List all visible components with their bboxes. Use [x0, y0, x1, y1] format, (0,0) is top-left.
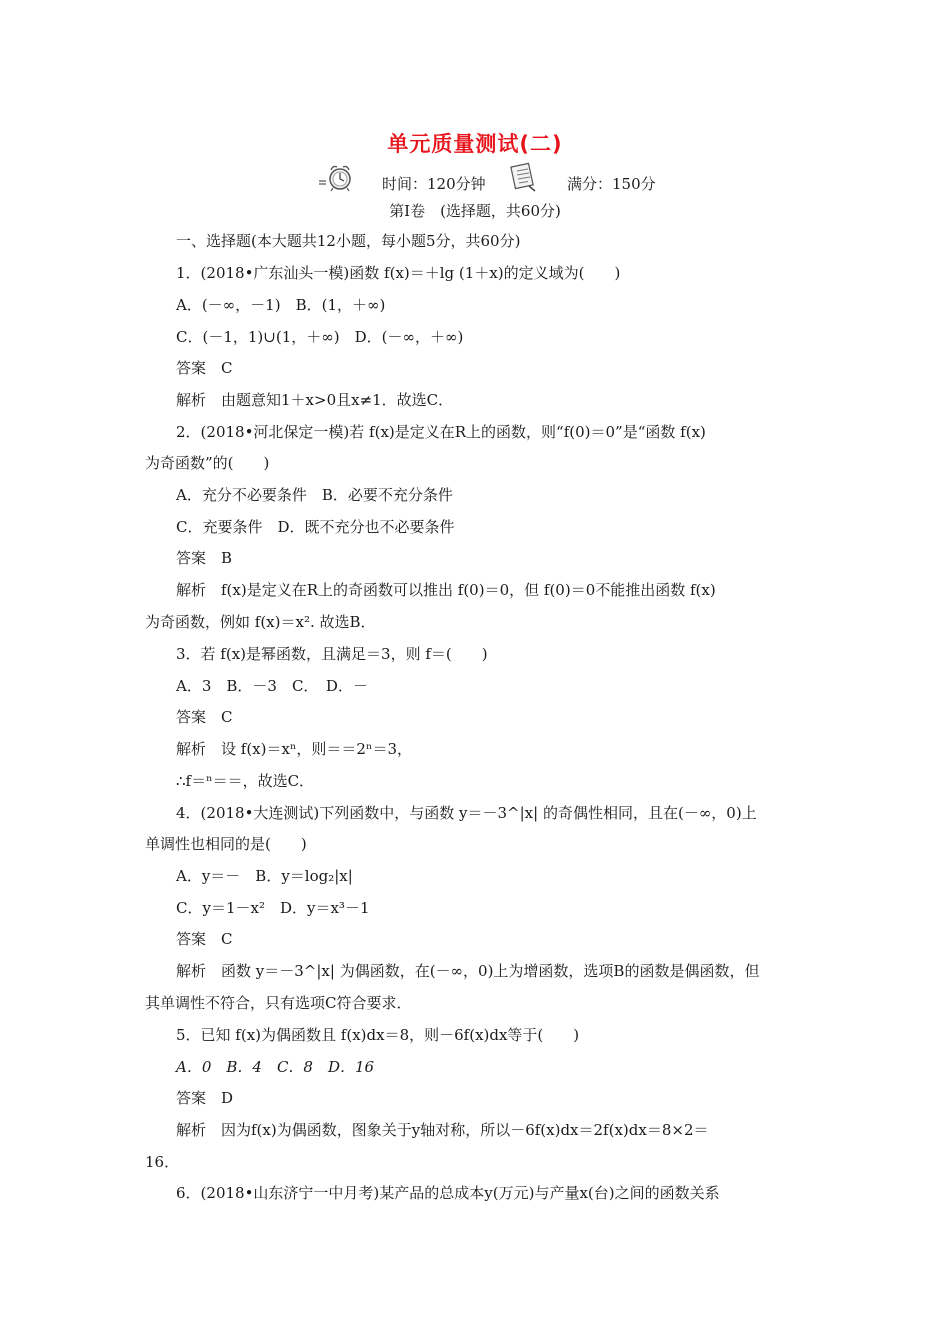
question-2-continued: 为奇函数”的( )	[145, 454, 270, 472]
question-1-answer: 答案 C	[176, 359, 233, 377]
alarm-clock-icon	[318, 162, 354, 192]
question-2-analysis: 解析 f(x)是定义在R上的奇函数可以推出 f(0)＝0，但 f(0)＝0不能推出函数 f(x)	[176, 581, 716, 599]
exam-paper-icon	[508, 162, 538, 192]
question-3-answer: 答案 C	[176, 708, 233, 726]
exam-meta	[0, 162, 950, 202]
question-3-analysis: 解析 设 f(x)＝xⁿ，则＝＝2ⁿ＝3，	[176, 740, 413, 758]
question-5-analysis-continued: 16．	[145, 1153, 180, 1171]
question-4-analysis: 解析 函数 y＝－3^|x| 为偶函数，在(－∞，0)上为增函数，选项B的函数是偶函数，但	[176, 962, 760, 980]
document-title: 单元质量测试(二)	[387, 132, 563, 156]
question-1-options-ab: A．(－∞，－1) B．(1，＋∞)	[176, 296, 386, 314]
question-3-options: A．3 B．－3 C． D．－	[176, 677, 368, 695]
question-2-options-ab: A．充分不必要条件 B．必要不充分条件	[176, 486, 453, 504]
question-1: 1．(2018•广东汕头一模)函数 f(x)＝＋lg (1＋x)的定义域为( )	[176, 264, 621, 282]
exam-score: 满分：150分	[567, 175, 656, 193]
question-5-options: A．0 B．4 C．8 D．16	[176, 1058, 375, 1076]
question-5: 5．已知 f(x)为偶函数且 f(x)dx＝8，则－6f(x)dx等于( )	[176, 1026, 580, 1044]
question-2: 2．(2018•河北保定一模)若 f(x)是定义在R上的函数，则“f(0)＝0”是“函数 f(x)	[176, 423, 706, 441]
question-4-options-cd: C．y＝1－x² D．y＝x³－1	[176, 899, 370, 917]
question-2-options-cd: C．充要条件 D．既不充分也不必要条件	[176, 518, 455, 536]
question-1-options-cd: C．(－1，1)∪(1，＋∞) D．(－∞，＋∞)	[176, 328, 464, 346]
question-1-analysis: 解析 由题意知1＋x>0且x≠1．故选C．	[176, 391, 454, 409]
question-2-analysis-continued: 为奇函数，例如 f(x)＝x². 故选B．	[145, 613, 376, 631]
question-4-answer: 答案 C	[176, 930, 233, 948]
section-heading: 第Ⅰ卷 (选择题，共60分)	[389, 202, 561, 220]
part-heading: 一、选择题(本大题共12小题，每小题5分，共60分)	[176, 232, 521, 250]
question-2-answer: 答案 B	[176, 549, 233, 567]
question-3-analysis-continued: ∴f＝ⁿ＝＝，故选C．	[176, 772, 315, 790]
question-4-options-ab: A．y＝－ B．y＝log₂|x|	[176, 867, 353, 885]
question-5-analysis: 解析 因为f(x)为偶函数，图象关于y轴对称，所以－6f(x)dx＝2f(x)dx＝8×2＝	[176, 1121, 709, 1139]
question-3: 3．若 f(x)是幂函数，且满足＝3，则 f＝( )	[176, 645, 488, 663]
question-5-answer: 答案 D	[176, 1089, 234, 1107]
question-4-analysis-continued: 其单调性不符合，只有选项C符合要求．	[145, 994, 412, 1012]
question-6: 6．(2018•山东济宁一中月考)某产品的总成本y(万元)与产量x(台)之间的函数关系	[176, 1184, 720, 1202]
question-4-continued: 单调性也相同的是( )	[145, 835, 307, 853]
exam-time: 时间：120分钟	[382, 175, 486, 193]
question-4: 4．(2018•大连测试)下列函数中，与函数 y＝－3^|x| 的奇偶性相同，且在(－∞，0)上	[176, 804, 757, 822]
